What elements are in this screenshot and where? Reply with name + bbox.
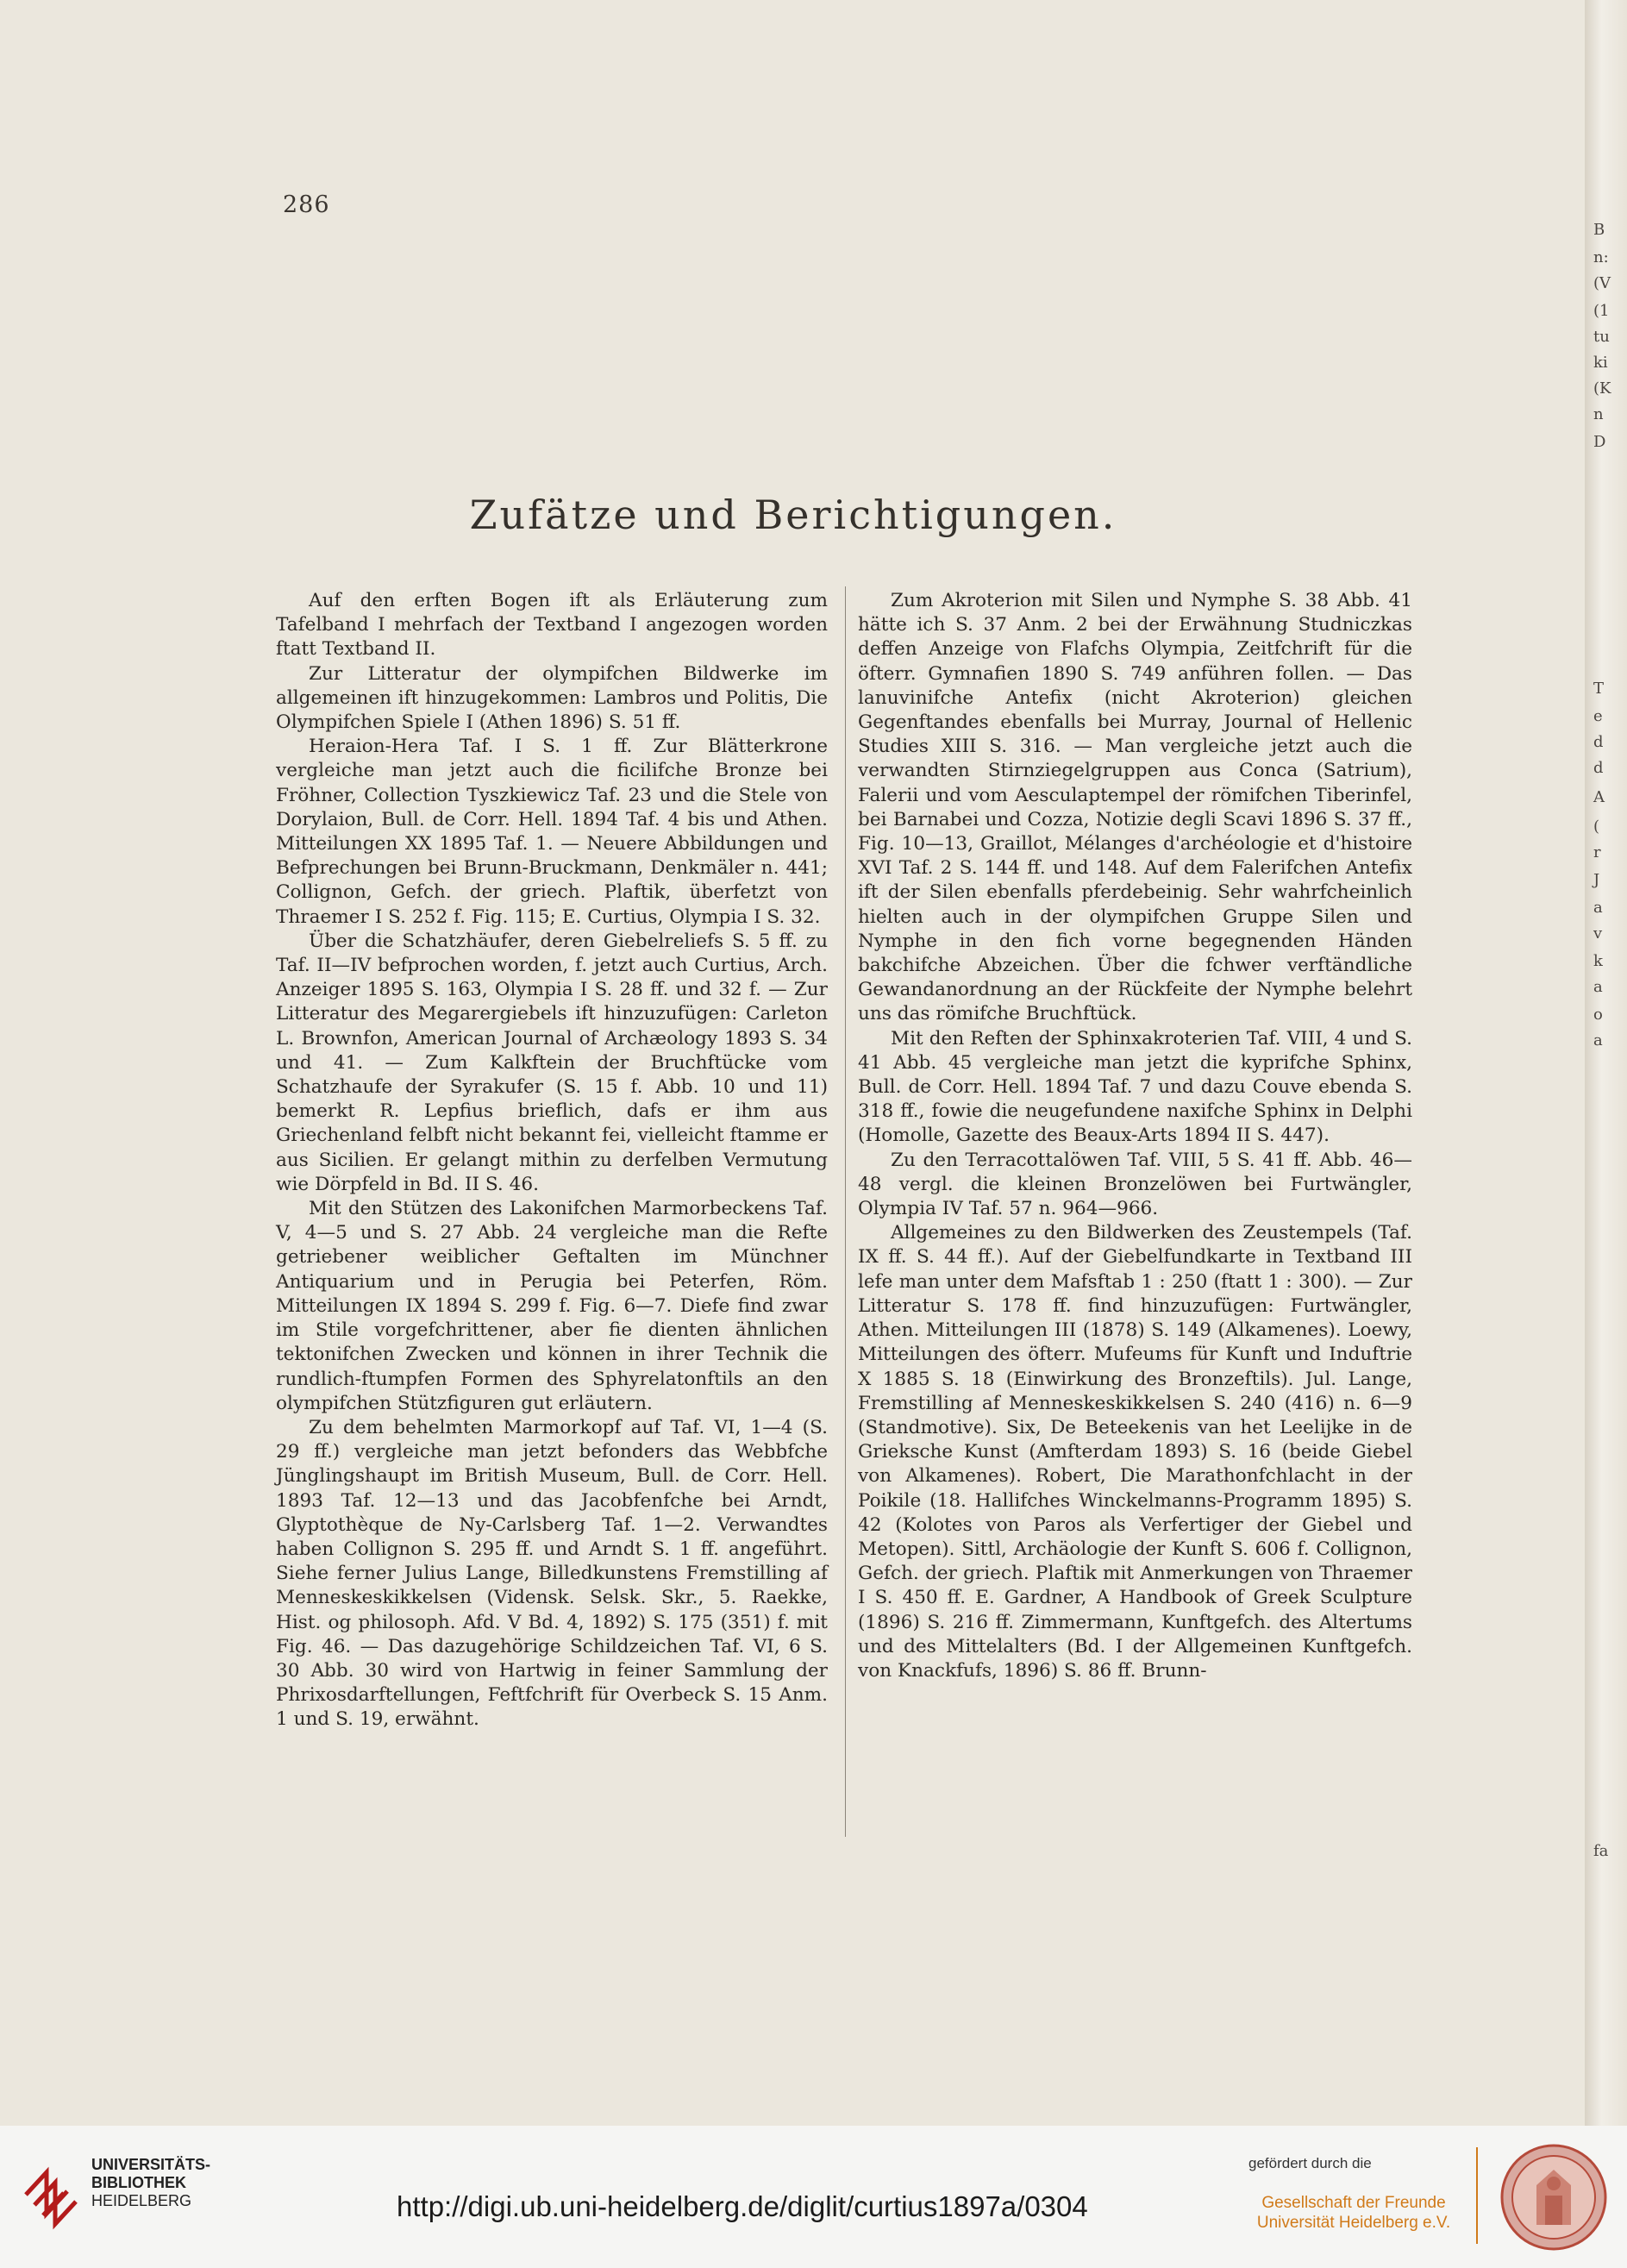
sponsor-label: gefördert durch die: [1248, 2155, 1372, 2171]
left-column: [276, 589, 828, 1732]
paragraph: Allgemeines zu den Bildwerken des Zeustempels (Taf. IX ff. S. 44 ff.). Auf der Giebelfundkarte in Textband III lefe man unter dem Mafsftab 1 : 250 (ftatt 1 : 300). — Zur Litteratur S. 178 ff. find hinzuzufügen: Furtwängler, Athen. Mitteilungen III (1878) S. 149 (Alkamenes). Loewy, Mitteilungen des öfterr. Mufeums für Kunft und Induftrie X 1885 S. 18 (Einwirkung des Bronzeftils). Jul. Lange, Fremstilling af Menneskeskikkelsen S. 240 (416) n. 6—9 (Standmotive). Six, De Beteekenis van het Leelijke in de Grieksche Kunst (Amfterdam 1893) S. 16 (beide Giebel von Alkamenes). Robert, Die Marathonfchlacht in der Poikile (18. Hallifches Winckelmanns-Programm 1895) S. 42 (Kolotes von Paros als Verfertiger der Giebel und Metopen). Sittl, Archäologie der Kunft S. 606 f. Collignon, Gefch. der griech. Plaftik mit Anmerkungen von Thraemer I S. 450 ff. E. Gardner, A Handbook of Greek Sculpture (1896) S. 216 ff. Zimmermann, Kunftgefch. des Altertums und des Mittelalters (Bd. I der Allgemeinen Kunftgefch. von Knackfufs, 1896) S. 86 ff. Brunn-: [858, 1222, 1412, 1682]
adjacent-page-letter: a: [1593, 1031, 1603, 1049]
adjacent-page-letter: n:: [1593, 248, 1609, 266]
adjacent-page-letter: e: [1593, 707, 1603, 725]
sponsor-divider: [1476, 2147, 1478, 2244]
library-name-line: BIBLIOTHEK: [91, 2174, 186, 2191]
adjacent-page-letter: (V: [1593, 274, 1611, 292]
adjacent-page-letter: A: [1593, 788, 1605, 806]
column-divider: [845, 586, 846, 1837]
adjacent-page-letter: o: [1593, 1006, 1603, 1024]
adjacent-page-letter: k: [1593, 952, 1603, 970]
adjacent-page-letter: T: [1593, 680, 1605, 698]
library-name-line: UNIVERSITÄTS-: [91, 2156, 211, 2173]
adjacent-page-letter: (K: [1593, 379, 1611, 398]
adjacent-page-letter: (1: [1593, 302, 1610, 320]
adjacent-page-letter: n: [1593, 405, 1604, 423]
paragraph: Zur Litteratur der olympifchen Bildwerke im allgemeinen ift hinzugekommen: Lambros und Politis, Die Olympifchen Spiele I (Athen 1896) S. 51 ff.: [276, 662, 828, 734]
adjacent-page-letter: v: [1593, 924, 1603, 943]
adjacent-page-letter: ki: [1593, 354, 1608, 372]
page-number: 286: [283, 191, 330, 218]
paragraph: Zu dem behelmten Marmorkopf auf Taf. VI, 1—4 (S. 29 ff.) vergleiche man jetzt befonders das Webbfche Jünglingshaupt im British Museum, Bull. de Corr. Hell. 1893 Taf. 12—13 und das Jacobfenfche bei Arndt, Glyptothèque de Ny-Carlsberg Taf. 1—2. Verwandtes haben Collignon S. 295 ff. und Arndt S. 1 ff. angeführt. Siehe ferner Julius Lange, Billedkunstens Fremstilling af Menneskeskikkelsen (Vidensk. Selsk. Skr., 5. Raekke, Hist. og philosoph. Afd. V Bd. 4, 1892) S. 175 (351) f. mit Fig. 46. — Das dazugehörige Schildzeichen Taf. VI, 6 S. 30 Abb. 30 wird von Hartwig in feiner Sammlung der Phrixosdarftellungen, Feftfchrift für Overbeck S. 15 Anm. 1 und S. 19, erwähnt.: [276, 1416, 828, 1731]
paragraph: Heraion-Hera Taf. I S. 1 ff. Zur Blätterkrone vergleiche man jetzt auch die ficilifche Bronze bei Fröhner, Collection Tyszkiewicz Taf. 23 und die Stele von Dorylaion, Bull. de Corr. Hell. 1894 Taf. 4 bis und Athen. Mitteilungen XX 1895 Taf. 1. — Neuere Abbildungen und Befprechungen bei Brunn-Bruckmann, Denkmäler n. 441; Collignon, Gefch. der griech. Plaftik, überfetzt von Thraemer I S. 252 f. Fig. 115; E. Curtius, Olympia I S. 32.: [276, 736, 828, 928]
adjacent-page-letter: a: [1593, 978, 1603, 996]
sponsor-name-line: Universität Heidelberg e.V.: [1256, 2214, 1451, 2232]
adjacent-page-letter: a: [1593, 899, 1603, 917]
sponsor-name-line: Gesellschaft der Freunde: [1261, 2194, 1446, 2212]
paragraph: Mit den Stützen des Lakonifchen Marmorbeckens Taf. V, 4—5 und S. 27 Abb. 24 vergleiche man die Refte getriebener weiblicher Geftalten im Münchner Antiquarium und in Perugia bei Peterfen, Röm. Mitteilungen IX 1894 S. 299 f. Fig. 6—7. Diefe find zwar im Stile vorgefchrittener, aber fie dienten ähnlichen tektonifchen Zwecken und können in ihrer Technik die rundlich-ftumpfen Formen des Sphyrelatonftils an den olympifchen Stützfiguren gut erläutern.: [276, 1198, 828, 1414]
paragraph: Zum Akroterion mit Silen und Nymphe S. 38 Abb. 41 hätte ich S. 37 Anm. 2 bei der Erwähnung Studniczkas deffen Anzeige von Flafchs Olympia, Zeitfchrift für die öfterr. Gymnafien 1890 S. 749 anführen follen. — Das lanuvinifche Antefix (nicht Akroterion) gleichen Gegenftandes ebenfalls bei Murray, Journal of Hellenic Studies XIII S. 316. — Man vergleiche jetzt auch die verwandten Stirnziegelgruppen aus Conca (Satrium), Falerii und vom Aesculaptempel der römifchen Tiberinfel, bei Barnabei und Cozza, Notizie degli Scavi 1896 S. 37 ff., Fig. 10—13, Graillot, Mélanges d'archéologie et d'histoire XVI Taf. 2 S. 144 ff. und 148. Auf dem Falerifchen Antefix ift der Silen ebenfalls pferdebeinig. Sehr wahrfcheinlich hielten auch in der olympifchen Gruppe Silen und Nymphe in den fich vorne begegnenden Händen bakchifche Abzeichen. Über die fchwer verftändliche Gewandanordnung an der Rückfeite der Nymphe belehrt uns das römifche Bruchftück.: [858, 590, 1412, 1025]
adjacent-page-letter: J: [1593, 871, 1600, 889]
library-name[interactable]: [91, 2156, 210, 2210]
adjacent-page-letter: fa: [1593, 1842, 1609, 1860]
library-name-line: HEIDELBERG: [91, 2192, 192, 2209]
adjacent-page-letter: r: [1593, 843, 1601, 861]
adjacent-page-letter: d: [1593, 733, 1604, 751]
adjacent-page-letter: (: [1593, 818, 1600, 836]
paragraph: Mit den Reften der Sphinxakroterien Taf. VIII, 4 und S. 41 Abb. 45 vergleiche man jetzt die kyprifche Sphinx, Bull. de Corr. Hell. 1894 Taf. 7 und dazu Couve ebenda S. 318 ff., fowie die neugefundene naxifche Sphinx in Delphi (Homolle, Gazette des Beaux-Arts 1894 II S. 447).: [858, 1027, 1412, 1147]
paragraph: Über die Schatzhäufer, deren Giebelreliefs S. 5 ff. zu Taf. II—IV befprochen worden, f. jetzt auch Curtius, Arch. Anzeiger 1895 S. 163, Olympia I S. 28 ff. und 32 f. — Zur Litteratur des Megarergiebels ift hinzuzufügen: Carleton L. Brownfon, American Journal of Archæology 1893 S. 34 und 41. — Zum Kalkftein der Bruchftücke vom Schatzhaufe der Syrakufer (S. 15 f. Abb. 10 und 11) bemerkt R. Lepfius brieflich, dafs er ihm aus Griechenland felbft nicht bekannt fei, vielleicht ftamme er aus Sicilien. Er gelangt mithin zu derfelben Vermutung wie Dörpfeld in Bd. II S. 46.: [276, 930, 828, 1195]
adjacent-page-letter: tu: [1593, 328, 1610, 346]
paragraph: Auf den erften Bogen ift als Erläuterung zum Tafelband I mehrfach der Textband I angezogen worden ftatt Textband II.: [276, 590, 828, 661]
university-library-logo-icon[interactable]: [19, 2153, 86, 2231]
page-title: Zufätze und Berichtigungen.: [469, 492, 1117, 538]
permalink-url[interactable]: http://digi.ub.uni-heidelberg.de/diglit/curtius1897a/0304: [397, 2190, 1088, 2222]
adjacent-page-letter: D: [1593, 433, 1606, 451]
adjacent-page-letter: d: [1593, 759, 1604, 777]
right-column: [858, 589, 1412, 1683]
paragraph: Zu den Terracottalöwen Taf. VIII, 5 S. 41 ff. Abb. 46—48 vergl. die kleinen Bronzelöwen bei Furtwängler, Olympia IV Taf. 57 n. 964—966.: [858, 1149, 1412, 1220]
university-seal-icon: [1499, 2142, 1609, 2252]
sponsor-name[interactable]: [1255, 2193, 1453, 2233]
adjacent-page-letter: B: [1593, 221, 1605, 239]
